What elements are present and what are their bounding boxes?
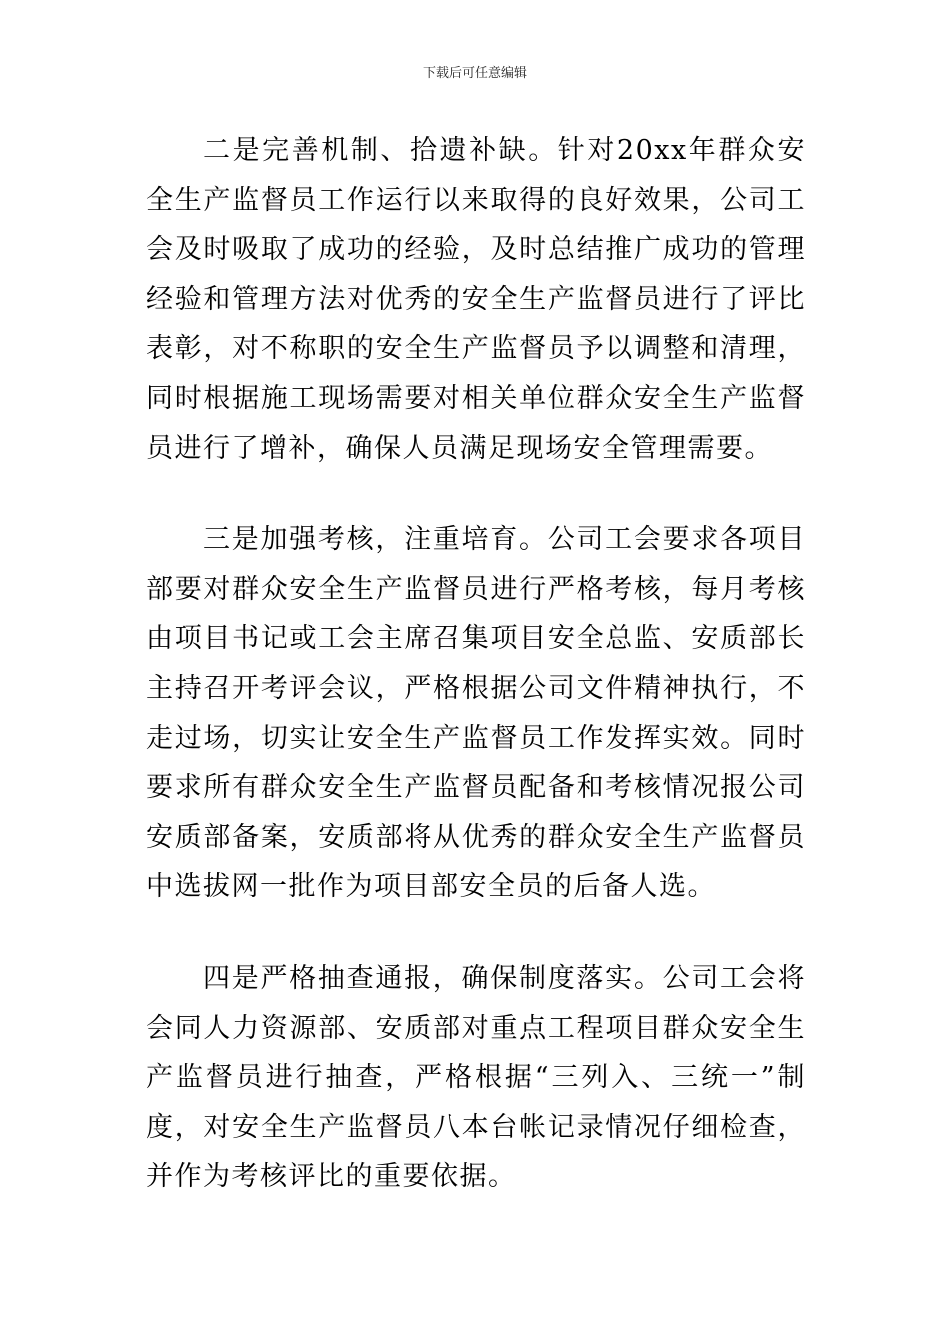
document-body [146,126,806,1202]
page-header: 下载后可任意编辑 [422,66,527,81]
paragraph-inspection: 四是严格抽查通报，确保制度落实。公司工会将会同人力资源部、安质部对重点工程项目群众安全生产监督员进行抽查，严格根据“三列入、三统一”制度，对安全生产监督员八本台帐记录情况仔细检查，并作为考核评比的重要依据。 [146,962,806,1193]
paragraph-assessment: 三是加强考核，注重培育。公司工会要求各项目部要对群众安全生产监督员进行严格考核，每月考核由项目书记或工会主席召集项目安全总监、安质部长主持召开考评会议，严格根据公司文件精神执行，不走过场，切实让安全生产监督员工作发挥实效。同时要求所有群众安全生产监督员配备和考核情况报公司安质部备案，安质部将从优秀的群众安全生产监督员中选拔网一批作为项目部安全员的后备人选。 [146,524,806,903]
paragraph-mechanism: 二是完善机制、拾遗补缺。针对20xx年群众安全生产监督员工作运行以来取得的良好效果，公司工会及时吸取了成功的经验，及时总结推广成功的管理经验和管理方法对优秀的安全生产监督员进行了评比表彰，对不称职的安全生产监督员予以调整和清理，同时根据施工现场需要对相关单位群众安全生产监督员进行了增补，确保人员满足现场安全管理需要。 [146,135,806,464]
